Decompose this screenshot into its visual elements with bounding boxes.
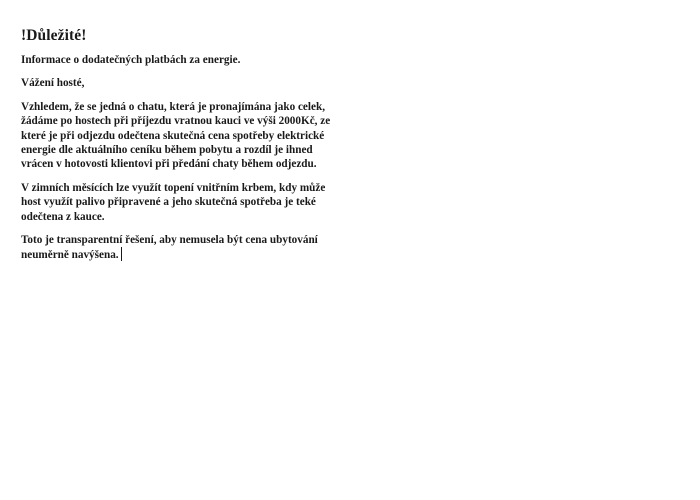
paragraph-line: energie dle aktuálního ceníku během pobytu a rozdíl je ihned: [21, 144, 313, 157]
paragraph-line-text: neuměrně navýšena.: [21, 249, 119, 262]
document-body[interactable]: [21, 26, 341, 272]
paragraph-line: V zimních měsících lze využít topení vnitřním krbem, kdy může: [21, 181, 326, 194]
heating-paragraph: [21, 181, 341, 224]
subtitle-paragraph: [21, 53, 341, 67]
deposit-paragraph: [21, 100, 341, 172]
transparency-paragraph: [21, 233, 341, 263]
paragraph-line: Vzhledem, že se jedná o chatu, která je pronajímána jako celek,: [21, 100, 325, 113]
paragraph-line: které je při odjezdu odečtena skutečná cena spotřeby elektrické: [21, 129, 325, 142]
paragraph-line: vrácen v hotovosti klientovi při předání chaty během odjezdu.: [21, 158, 317, 171]
paragraph-line: Toto je transparentní řešení, aby nemusela být cena ubytování: [21, 234, 318, 247]
greeting-line: Vážení hosté,: [21, 77, 85, 90]
paragraph-line: host využít palivo připravené a jeho skutečná spotřeba je teké: [21, 196, 316, 209]
paragraph-last-line: [21, 247, 341, 262]
paragraph-line: odečtena z kauce.: [21, 210, 105, 223]
text-cursor: [121, 247, 122, 261]
subtitle-line: Informace o dodatečných platbách za energie.: [21, 54, 241, 66]
document-title: !Důležité!: [21, 27, 87, 44]
greeting-paragraph: [21, 76, 341, 90]
paragraph-line: žádáme po hostech při příjezdu vratnou kauci ve výši 2000Kč, ze: [21, 115, 331, 128]
